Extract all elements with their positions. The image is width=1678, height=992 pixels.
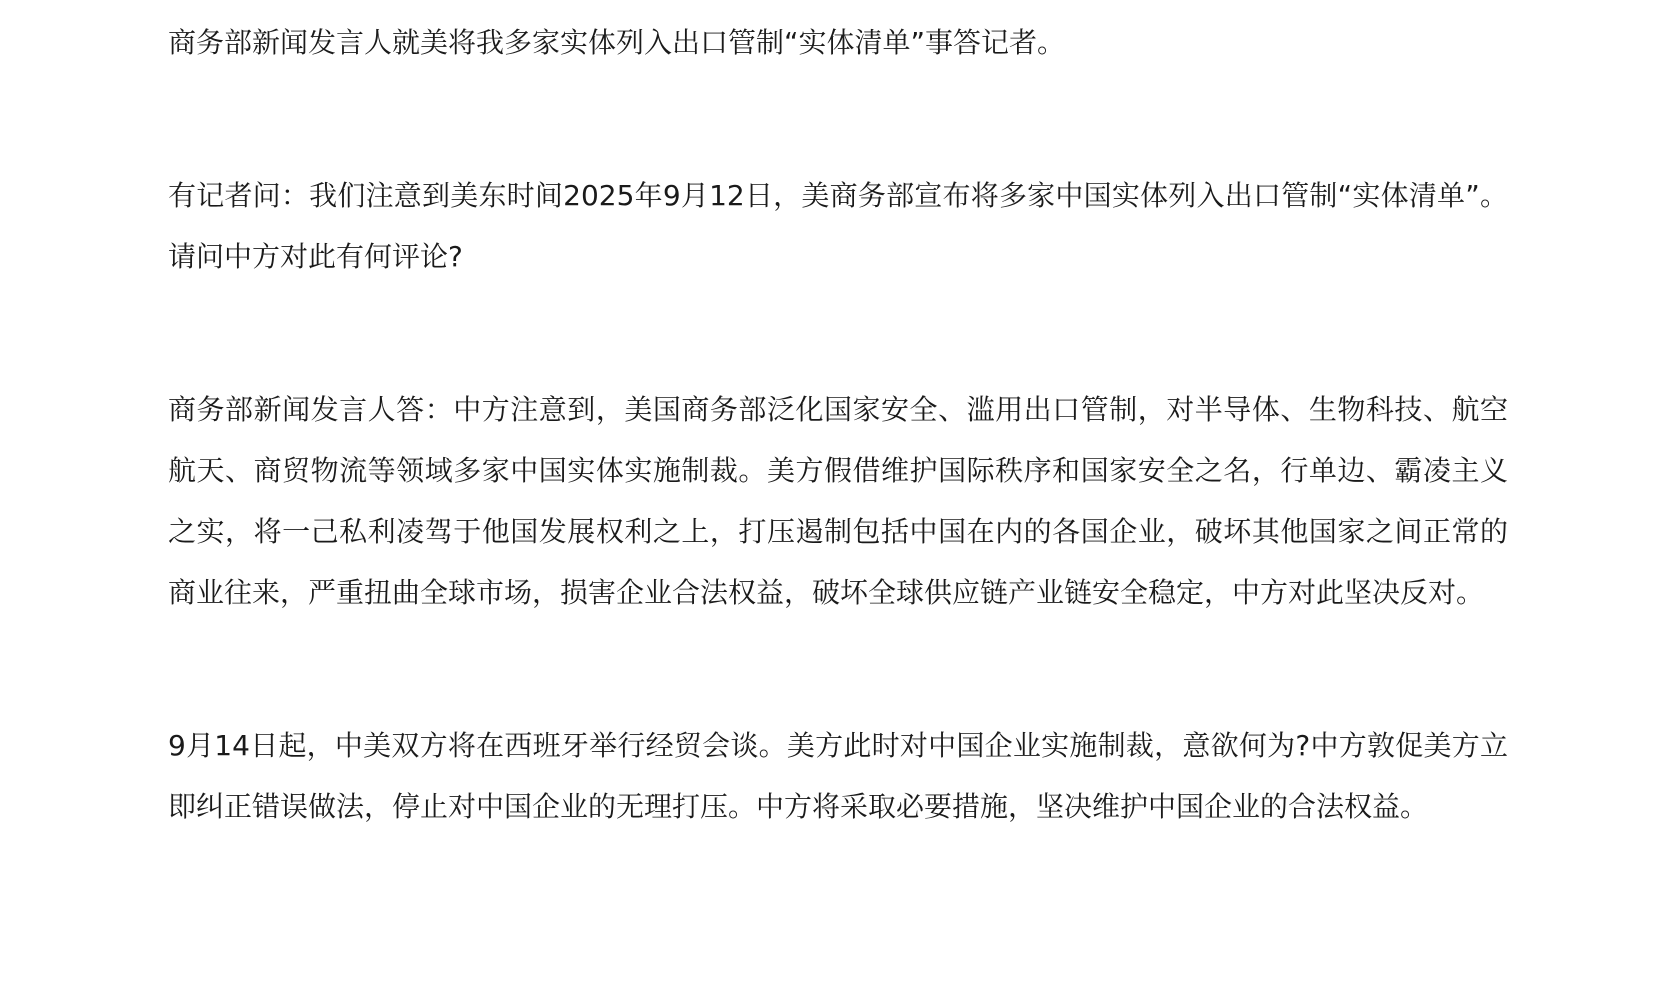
reporter-question-paragraph: 有记者问：我们注意到美东时间2025年9月12日，美商务部宣布将多家中国实体列入出口管制“实体清单”。请问中方对此有何评论? [168, 179, 1508, 273]
article-headline-paragraph: 商务部新闻发言人就美将我多家实体列入出口管制“实体清单”事答记者。 [168, 26, 1066, 59]
spokesperson-answer-paragraph: 商务部新闻发言人答：中方注意到，美国商务部泛化国家安全、滥用出口管制，对半导体、生物科技、航空航天、商贸物流等领域多家中国实体实施制裁。美方假借维护国际秩序和国家安全之名，行单边、霸凌主义之实，将一己私利凌驾于他国发展权利之上，打压遏制包括中国在内的各国企业，破坏其他国家之间正常的商业往来，严重扭曲全球市场，损害企业合法权益，破坏全球供应链产业链安全稳定，中方对此坚决反对。 [168, 393, 1508, 609]
article-body [168, 12, 1508, 837]
closing-statement-paragraph: 9月14日起，中美双方将在西班牙举行经贸会谈。美方此时对中国企业实施制裁，意欲何为?中方敦促美方立即纠正错误做法，停止对中国企业的无理打压。中方将采取必要措施，坚决维护中国企业的合法权益。 [168, 729, 1508, 823]
